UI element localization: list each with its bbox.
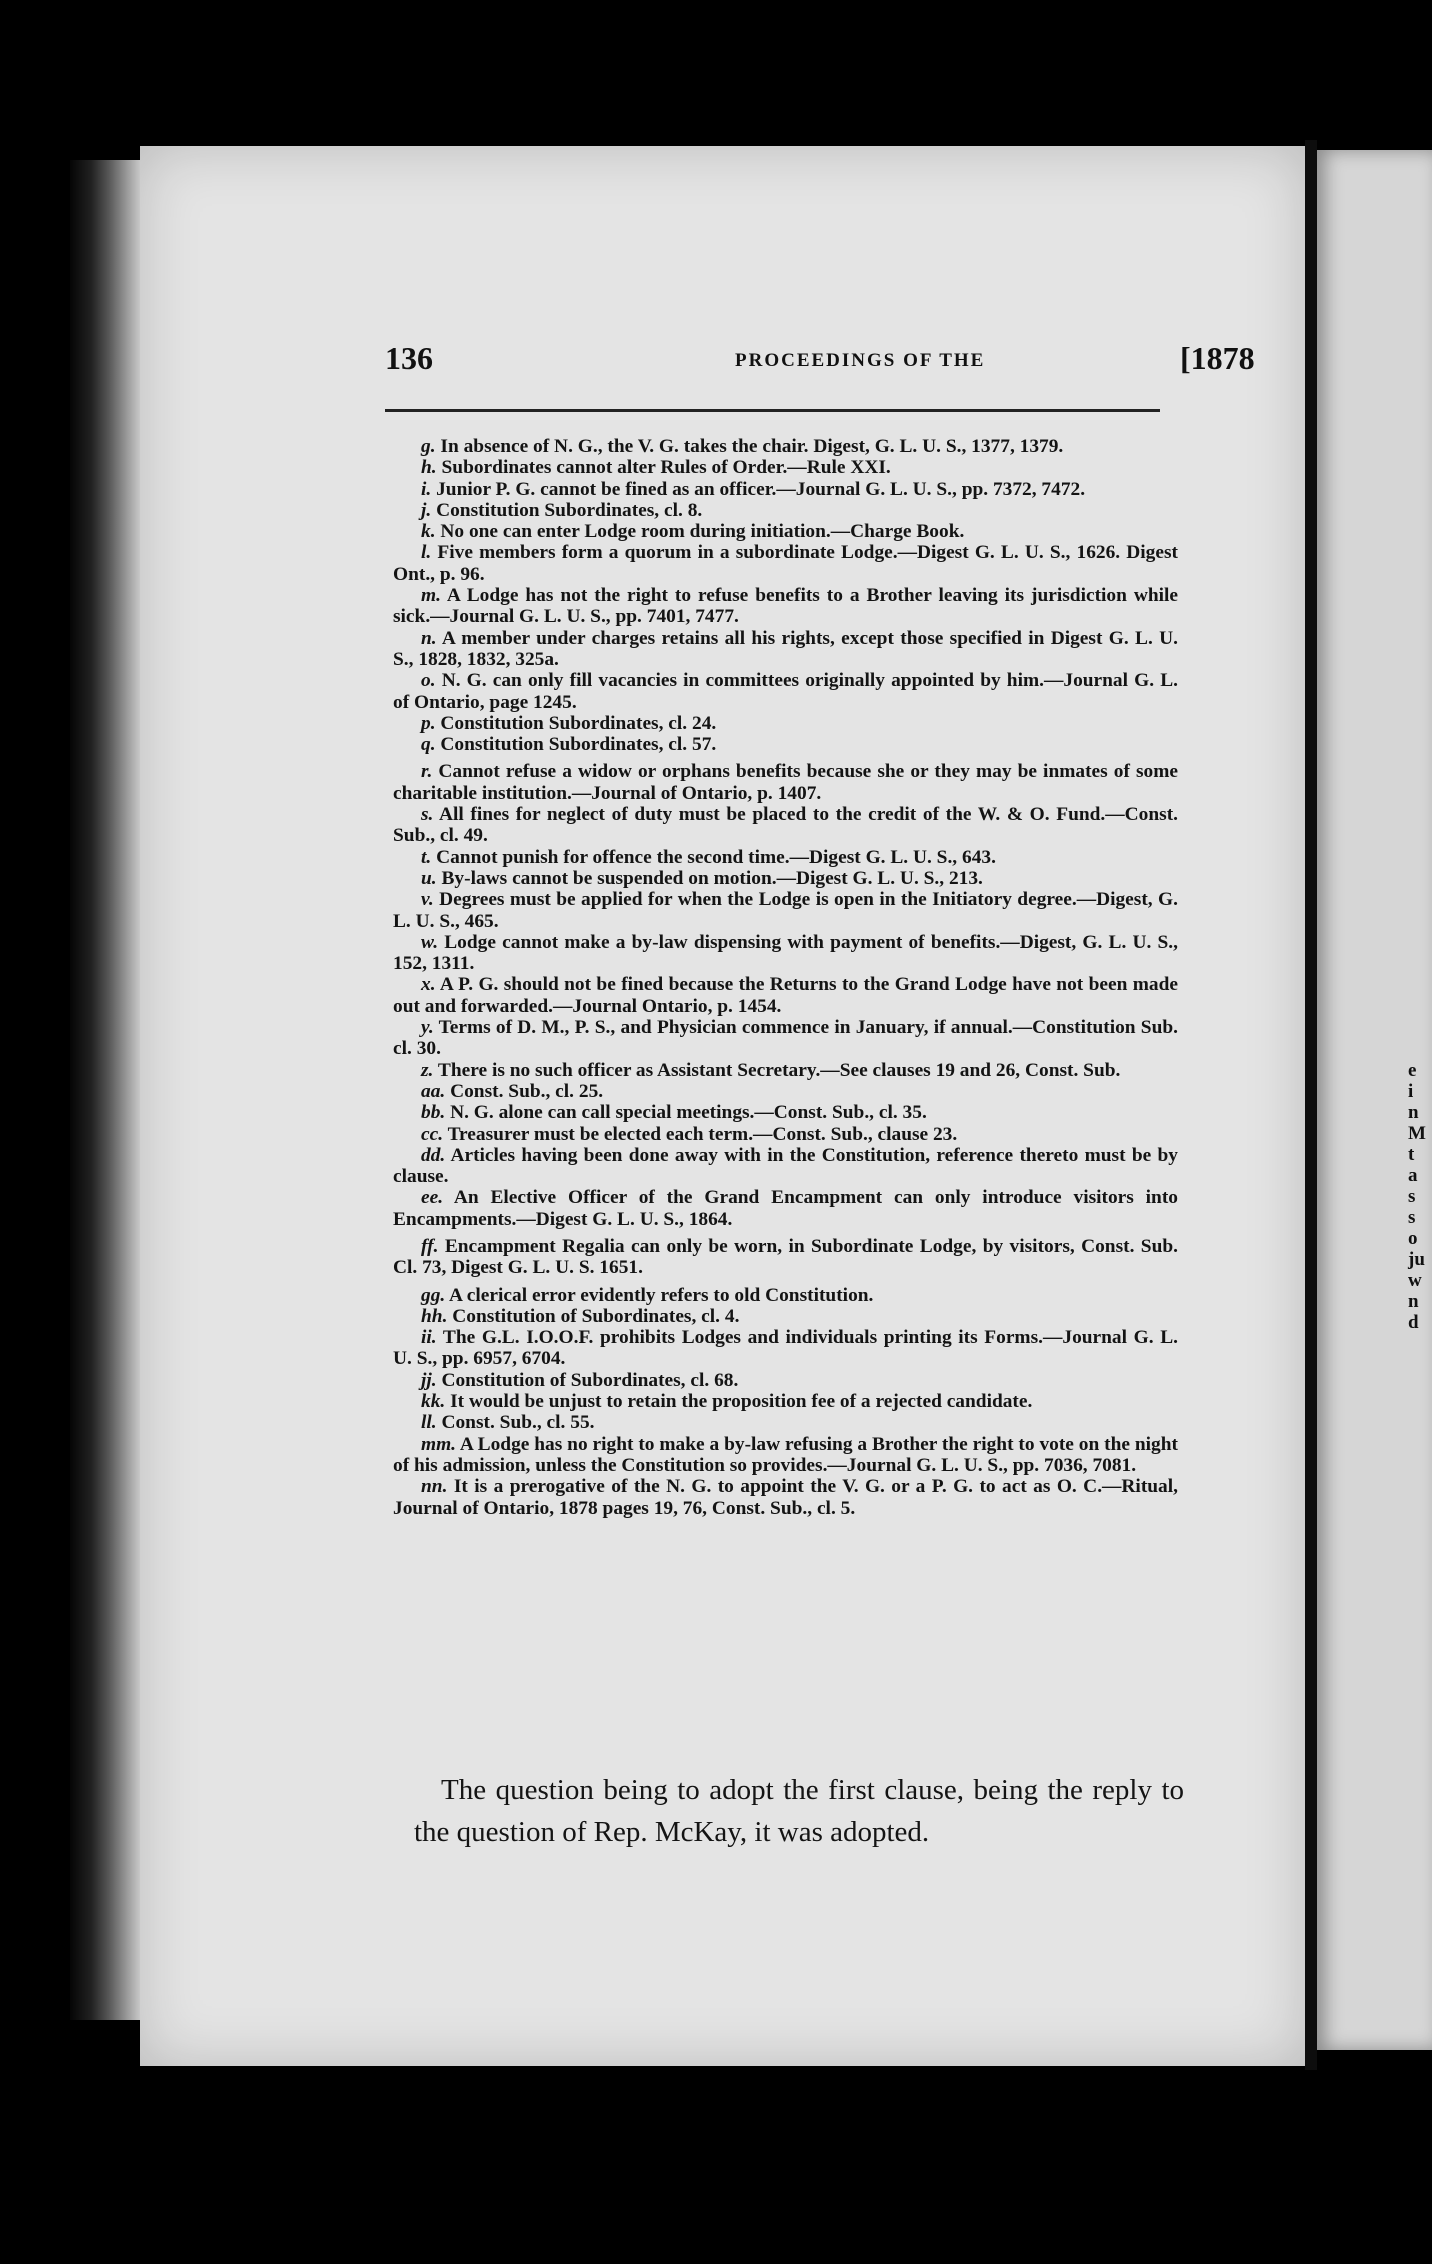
footnote-letter: i. [421,478,432,500]
footnote-letter: ll. [421,1412,437,1434]
footnote [393,479,1178,500]
footnote [393,1124,1178,1145]
footnote [393,1412,1178,1433]
footnote-letter: h. [421,457,437,479]
footnote [393,734,1178,755]
fragment: ju [1408,1249,1425,1270]
fragment: n [1408,1102,1419,1123]
footnote-text: Constitution Subordinates, cl. 57. [440,734,717,756]
footnote [393,932,1178,975]
footnote-letter: hh. [421,1305,448,1327]
footnote-letter: m. [421,585,441,607]
footnote [393,457,1178,478]
footnote-text: Five members form a quorum in a subordinate Lodge.—Digest G. L. U. S., 1626. Digest Ont., p. 96. [393,542,1178,585]
footnote-text: All fines for neglect of duty must be placed to the credit of the W. & O. Fund.—Const. Sub., cl. 49. [393,804,1179,847]
page-number: 136 [385,340,433,376]
footnote-letter: aa. [421,1080,446,1102]
footnote-letter: ii. [421,1327,437,1349]
fragment: s [1408,1186,1416,1207]
footnote-letter: jj. [421,1369,437,1391]
footnote [393,1017,1178,1060]
footnote-text: A Lodge has not the right to refuse benefits to a Brother leaving its jurisdiction while sick.—Journal G. L. U. S., pp. 7401, 7477. [393,585,1179,628]
footnote-text: By-laws cannot be suspended on motion.—Digest G. L. U. S., 213. [441,867,983,889]
footnote-letter: w. [421,931,439,953]
footnote-text: Subordinates cannot alter Rules of Order.—Rule XXI. [441,457,891,479]
footnote-text: Constitution Subordinates, cl. 24. [440,712,717,734]
footnote-letter: cc. [421,1123,444,1145]
footnote [393,1370,1178,1391]
footnote [393,868,1178,889]
footnote-letter: ff. [421,1235,439,1257]
footnote-letter: q. [421,734,436,756]
footnote-text: It would be unjust to retain the proposition fee of a rejected candidate. [450,1391,1033,1413]
footnote [393,847,1178,868]
footnote-letter: k. [421,521,436,543]
footnote-text: A clerical error evidently refers to old Constitution. [449,1284,874,1306]
footnote [393,889,1178,932]
footnote [393,1236,1178,1279]
footnote [393,1187,1178,1230]
footnote-text: Const. Sub., cl. 55. [441,1412,595,1434]
fragment: t [1408,1144,1415,1165]
footnote-letter: r. [421,761,433,783]
footnote-letter: dd. [421,1144,446,1166]
year-marker: [1878 [1180,340,1255,376]
footnote-letter: x. [421,974,436,996]
footnote-letter: n. [421,627,437,649]
footnote [393,585,1178,628]
footnote [393,1306,1178,1327]
footnote-text: N. G. can only fill vacancies in committees originally appointed by him.—Journal G. L. of Ontario, page 1245. [393,670,1178,713]
fragment: o [1408,1228,1418,1249]
footnote-letter: j. [421,499,432,521]
footnote-text: It is a prerogative of the N. G. to appoint the V. G. or a P. G. to act as O. C.—Ritual, Journal of Ontario, 1878 pages 19, 76, Const. Sub., cl. 5. [393,1476,1178,1519]
footnote [393,974,1178,1017]
footnote [393,500,1178,521]
footnote [393,1285,1178,1306]
footnote [393,1476,1178,1519]
page-divider [1305,140,1317,2070]
footnote-letter: ee. [421,1187,444,1209]
footnote-text: Constitution of Subordinates, cl. 4. [452,1305,740,1327]
footnote-text: An Elective Officer of the Grand Encampment can only introduce visitors into Encampments.—Digest G. L. U. S., 1864. [393,1187,1178,1230]
footnote-text: A Lodge has no right to make a by-law refusing a Brother the right to vote on the night of his admission, unless the Constitution so provides.—Journal G. L. U. S., pp. 7036, 7081. [393,1433,1178,1476]
fragment: w [1408,1270,1422,1291]
footnote [393,628,1178,671]
footnote-letter: o. [421,670,436,692]
footnote [393,1434,1178,1477]
fragment: d [1408,1312,1419,1333]
fragment: s [1408,1207,1416,1228]
footnote-text: A P. G. should not be fined because the Returns to the Grand Lodge have not been made out and forwarded.—Journal Ontario, p. 1454. [393,974,1178,1017]
footnote-text: Constitution of Subordinates, cl. 68. [441,1369,739,1391]
footnote-text: Const. Sub., cl. 25. [450,1080,604,1102]
footnote-text: Articles having been done away with in the Constitution, reference thereto must be by clause. [393,1144,1178,1188]
running-title: PROCEEDINGS OF THE [735,350,986,371]
header-rule [385,409,1160,412]
facing-page-text-fragments [1408,1060,1432,1333]
footnote-letter: mm. [421,1433,457,1455]
footnote [393,761,1178,804]
footnote-letter: kk. [421,1391,446,1413]
footnote-text: Degrees must be applied for when the Lodge is open in the Initiatory degree.—Digest, G. L. U. S., 465. [393,889,1178,932]
footnote [393,713,1178,734]
footnote [393,1060,1178,1081]
footnote-text: Junior P. G. cannot be fined as an officer.—Journal G. L. U. S., pp. 7372, 7472. [436,478,1086,500]
footnote [393,542,1178,585]
footnote-letter: g. [421,436,436,457]
footnote-letter: u. [421,867,437,889]
footnotes-list [393,436,1178,1519]
closing-paragraph: The question being to adopt the first clause, being the reply to the question of Rep. McKay, it was adopted. [414,1774,1184,1848]
footnote-text: Cannot refuse a widow or orphans benefits because she or they may be inmates of some charitable institution.—Journal of Ontario, p. 1407. [393,761,1178,804]
footnote-text: Cannot punish for offence the second time.—Digest G. L. U. S., 643. [436,846,996,868]
footnote-text: Lodge cannot make a by-law dispensing with payment of benefits.—Digest, G. L. U. S., 152, 1311. [393,931,1178,975]
footnote [393,804,1178,847]
footnote [393,1391,1178,1412]
book-gutter-shadow [70,160,142,2020]
footnote-letter: bb. [421,1102,446,1124]
footnote-letter: gg. [421,1284,446,1306]
fragment: i [1408,1081,1414,1102]
footnote-letter: y. [421,1017,434,1039]
fragment: e [1408,1060,1417,1081]
fragment: n [1408,1291,1419,1312]
footnote-text: Constitution Subordinates, cl. 8. [436,499,703,521]
footnote [393,670,1178,713]
footnote-letter: p. [421,712,436,734]
page-header [245,340,1255,390]
footnote-letter: t. [421,846,432,868]
footnote-letter: nn. [421,1476,448,1498]
footnote-text: A member under charges retains all his rights, except those specified in Digest G. L. U. S., 1828, 1832, 325a. [393,627,1178,670]
fragment: a [1408,1165,1418,1186]
footnote-letter: z. [421,1059,434,1081]
footnote [393,521,1178,542]
footnote-text: Terms of D. M., P. S., and Physician commence in January, if annual.—Constitution Sub. cl. 30. [393,1017,1179,1060]
footnote-text: Treasurer must be elected each term.—Const. Sub., clause 23. [447,1123,958,1145]
footnote [393,1145,1178,1188]
footnote-text: The G.L. I.O.O.F. prohibits Lodges and individuals printing its Forms.—Journal G. L. U. S., pp. 6957, 6704. [393,1327,1178,1370]
footnote-text: No one can enter Lodge room during initiation.—Charge Book. [440,521,965,543]
footnote [393,1327,1178,1370]
footnote-letter: l. [421,542,432,564]
footnote-text: In absence of N. G., the V. G. takes the chair. Digest, G. L. U. S., 1377, 1379. [440,436,1064,457]
footnote-letter: s. [421,804,434,826]
footnote-letter: v. [421,889,434,911]
footnote [393,1102,1178,1123]
footnote [393,436,1178,457]
footnote-text: There is no such officer as Assistant Secretary.—See clauses 19 and 26, Const. Sub. [437,1059,1121,1081]
footnote [393,1081,1178,1102]
footnote-text: N. G. alone can call special meetings.—Const. Sub., cl. 35. [450,1102,927,1124]
footnote-text: Encampment Regalia can only be worn, in Subordinate Lodge, by visitors, Const. Sub. Cl. 73, Digest G. L. U. S. 1651. [393,1235,1179,1279]
fragment: M [1408,1123,1426,1144]
